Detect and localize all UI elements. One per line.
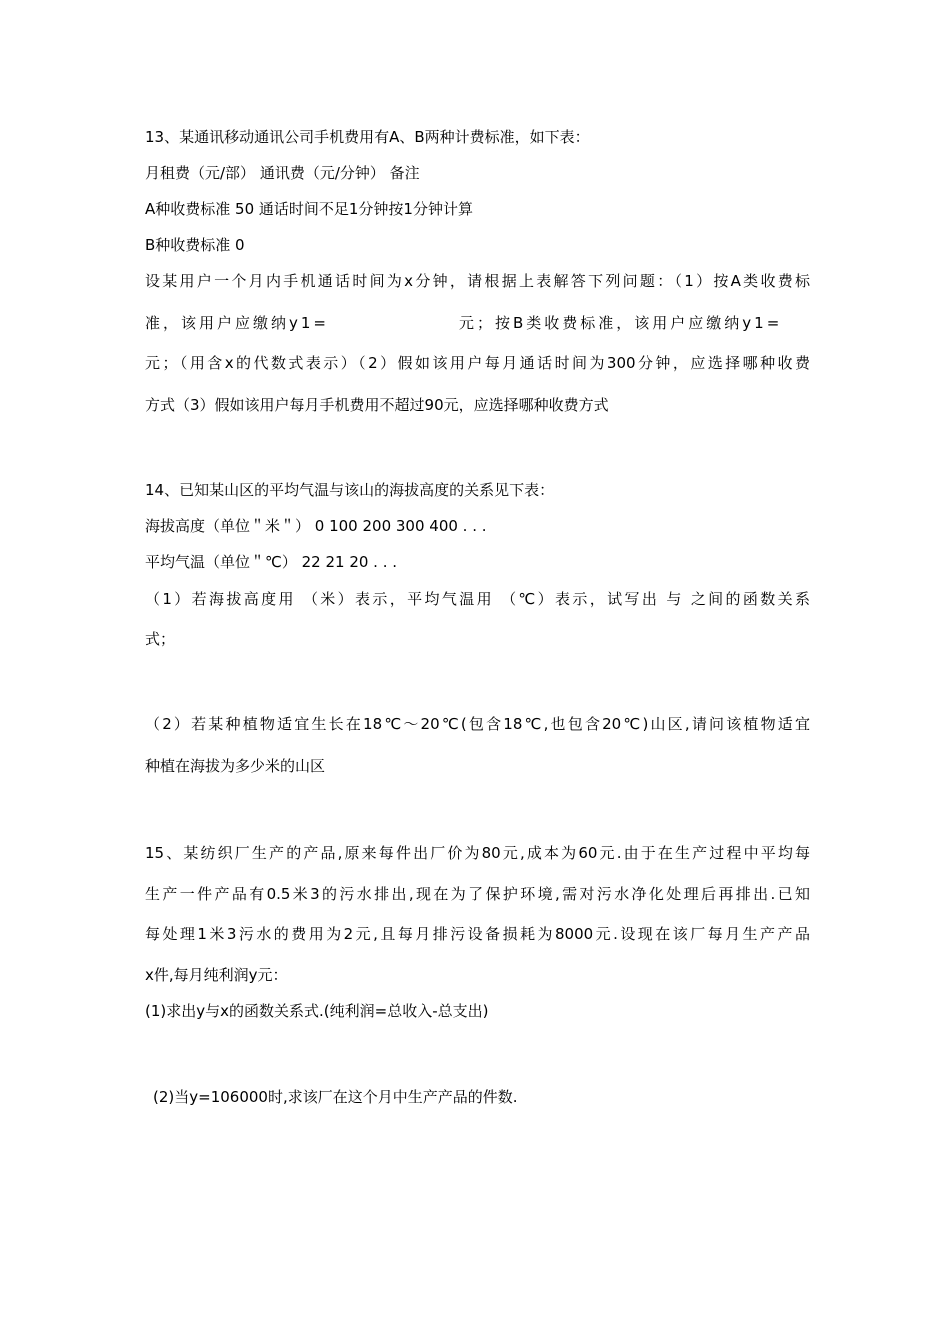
- q13-paragraph-line-3: 元；（用含x的代数式表示）（2）假如该用户每月通话时间为300分钟，应选择哪种收费: [145, 354, 810, 372]
- q14-title: 14、已知某山区的平均气温与该山的海拔高度的关系见下表：: [145, 481, 555, 499]
- q13-table-header: 月租费（元/部） 通讯费（元/分钟） 备注: [145, 164, 420, 182]
- q15-part1: (1)求出y与x的函数关系式.(纯利润=总收入-总支出): [145, 1002, 489, 1020]
- q13-row-a: A种收费标准 50 通话时间不足1分钟按1分钟计算: [145, 200, 473, 218]
- q13-title: 13、某通讯移动通讯公司手机费用有A、B两种计费标准，如下表：: [145, 128, 590, 146]
- q15-paragraph-line-1: 15、某纺织厂生产的产品,原来每件出厂价为80元,成本为60元.由于在生产过程中平均每: [145, 844, 810, 862]
- q13-paragraph-line-4: 方式（3）假如该用户每月手机费用不超过90元，应选择哪种收费方式: [145, 396, 609, 414]
- q14-row-temperature: 平均气温（单位＂℃） 22 21 20 . . .: [145, 553, 398, 571]
- q15-part2: (2)当y=106000时,求该厂在这个月中生产产品的件数.: [153, 1088, 518, 1106]
- q14-row-height: 海拔高度（单位＂米＂） 0 100 200 300 400 . . .: [145, 517, 487, 535]
- q13-paragraph-line-1: 设某用户一个月内手机通话时间为x分钟，请根据上表解答下列问题：（1）按A类收费标: [145, 272, 810, 290]
- q15-paragraph-line-2: 生产一件产品有0.5米3的污水排出,现在为了保护环境,需对污水净化处理后再排出.已知: [145, 885, 810, 903]
- q14-part1-line-1: （1）若海拔高度用 （米）表示，平均气温用 （℃）表示，试写出 与 之间的函数关系: [145, 590, 810, 608]
- q14-part2-line-1: （2）若某种植物适宜生长在18℃～20℃(包含18℃,也包含20℃)山区,请问该植物适宜: [145, 715, 810, 733]
- q15-paragraph-line-3: 每处理1米3污水的费用为2元,且每月排污设备损耗为8000元.设现在该厂每月生产产品: [145, 925, 810, 943]
- q13-answer-b-label: 元；按B类收费标准，该用户应缴纳y1=: [459, 314, 783, 332]
- q15-paragraph-line-4: x件,每月纯利润y元：: [145, 966, 288, 984]
- q14-part1-line-2: 式；: [145, 630, 176, 648]
- q13-paragraph-line-2: [145, 313, 810, 333]
- q13-row-b: B种收费标准 0: [145, 236, 245, 254]
- q13-answer-a-label: 准，该用户应缴纳y1=: [145, 314, 329, 332]
- q14-part2-line-2: 种植在海拔为多少米的山区: [145, 757, 326, 775]
